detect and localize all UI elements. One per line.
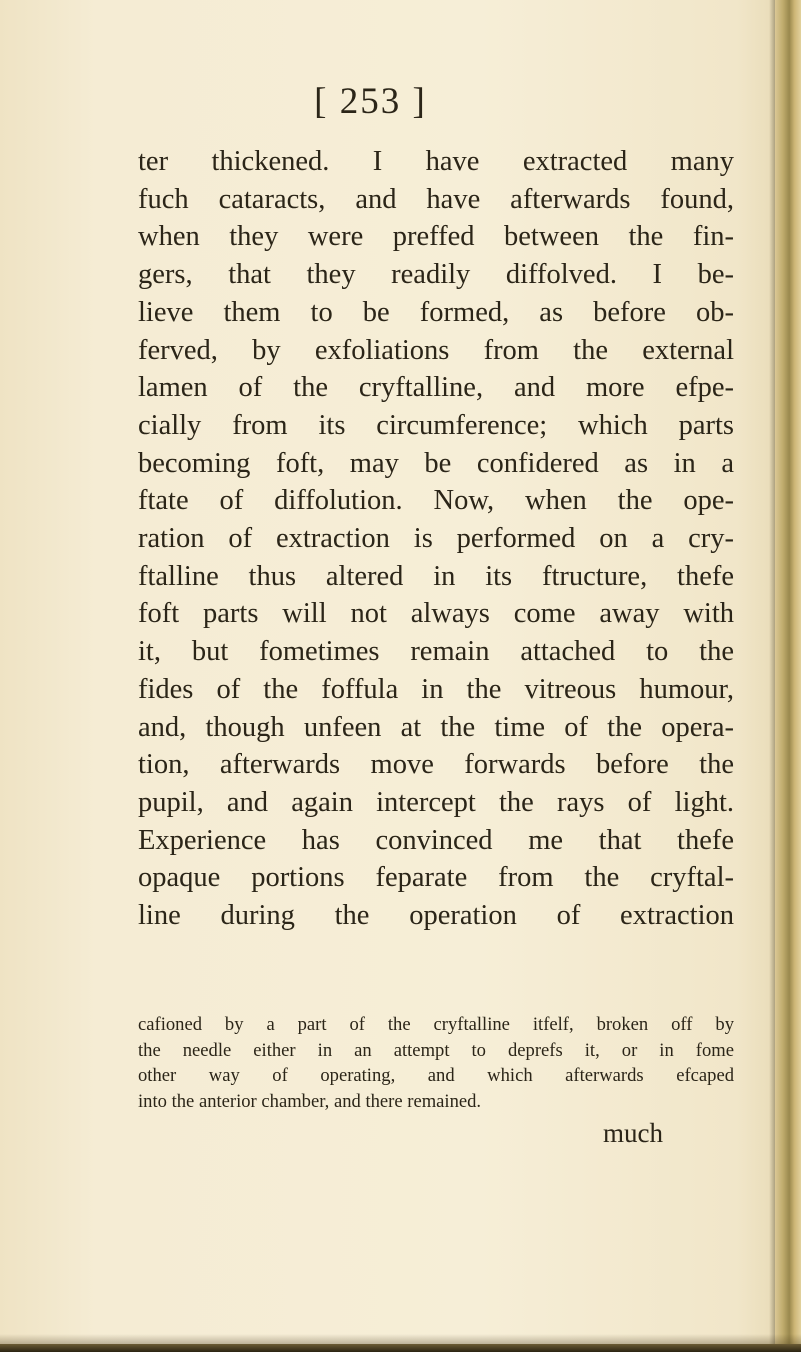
text-line: pupil, and again intercept the rays of light. bbox=[138, 786, 734, 818]
text-line: when they were preffed between the fin- bbox=[138, 221, 734, 253]
page-edge bbox=[775, 0, 801, 1352]
text-line: tion, afterwards move forwards before the bbox=[138, 749, 734, 781]
page-bottom-shadow bbox=[0, 1334, 801, 1344]
page-bottom-edge bbox=[0, 1344, 801, 1352]
text-line: foft parts will not always come away with bbox=[138, 598, 734, 630]
text-line: cially from its circumference; which parts bbox=[138, 409, 734, 441]
main-text bbox=[138, 143, 734, 935]
text-line: ferved, by exfoliations from the external bbox=[138, 334, 734, 366]
text-line: gers, that they readily diffolved. I be- bbox=[138, 259, 734, 291]
text-line: lieve them to be formed, as before ob- bbox=[138, 296, 734, 328]
text-line: ftate of diffolution. Now, when the ope- bbox=[138, 485, 734, 517]
footnote-line: other way of operating, and which afterwards efcaped bbox=[138, 1065, 734, 1087]
text-line: it, but fometimes remain attached to the bbox=[138, 636, 734, 668]
text-line: ter thickened. I have extracted many bbox=[138, 146, 734, 177]
text-line: ration of extraction is performed on a cry- bbox=[138, 523, 734, 555]
footnote-line: into the anterior chamber, and there remained. bbox=[138, 1090, 482, 1112]
text-line: opaque portions feparate from the cryftal- bbox=[138, 862, 734, 894]
catchword: much bbox=[603, 1118, 663, 1148]
text-line: lamen of the cryftalline, and more efpe- bbox=[138, 372, 734, 404]
text-line: ftalline thus altered in its ftructure, thefe bbox=[138, 560, 734, 592]
footnote-line: the needle either in an attempt to deprefs it, or in fome bbox=[138, 1039, 734, 1061]
text-line: becoming foft, may be confidered as in a bbox=[138, 447, 734, 479]
text-line: and, though unfeen at the time of the opera- bbox=[138, 711, 734, 743]
text-line: line during the operation of extraction bbox=[138, 900, 734, 932]
page-header bbox=[0, 80, 801, 123]
footnote-line: cafioned by a part of the cryftalline itfelf, broken off by bbox=[138, 1014, 734, 1035]
text-line: Experience has convinced me that thefe bbox=[138, 824, 734, 856]
footnote bbox=[138, 1012, 734, 1114]
text-line: fides of the foffula in the vitreous humour, bbox=[138, 673, 734, 705]
page-number: [ 253 ] bbox=[314, 81, 427, 122]
text-line: fuch cataracts, and have afterwards found, bbox=[138, 183, 734, 215]
